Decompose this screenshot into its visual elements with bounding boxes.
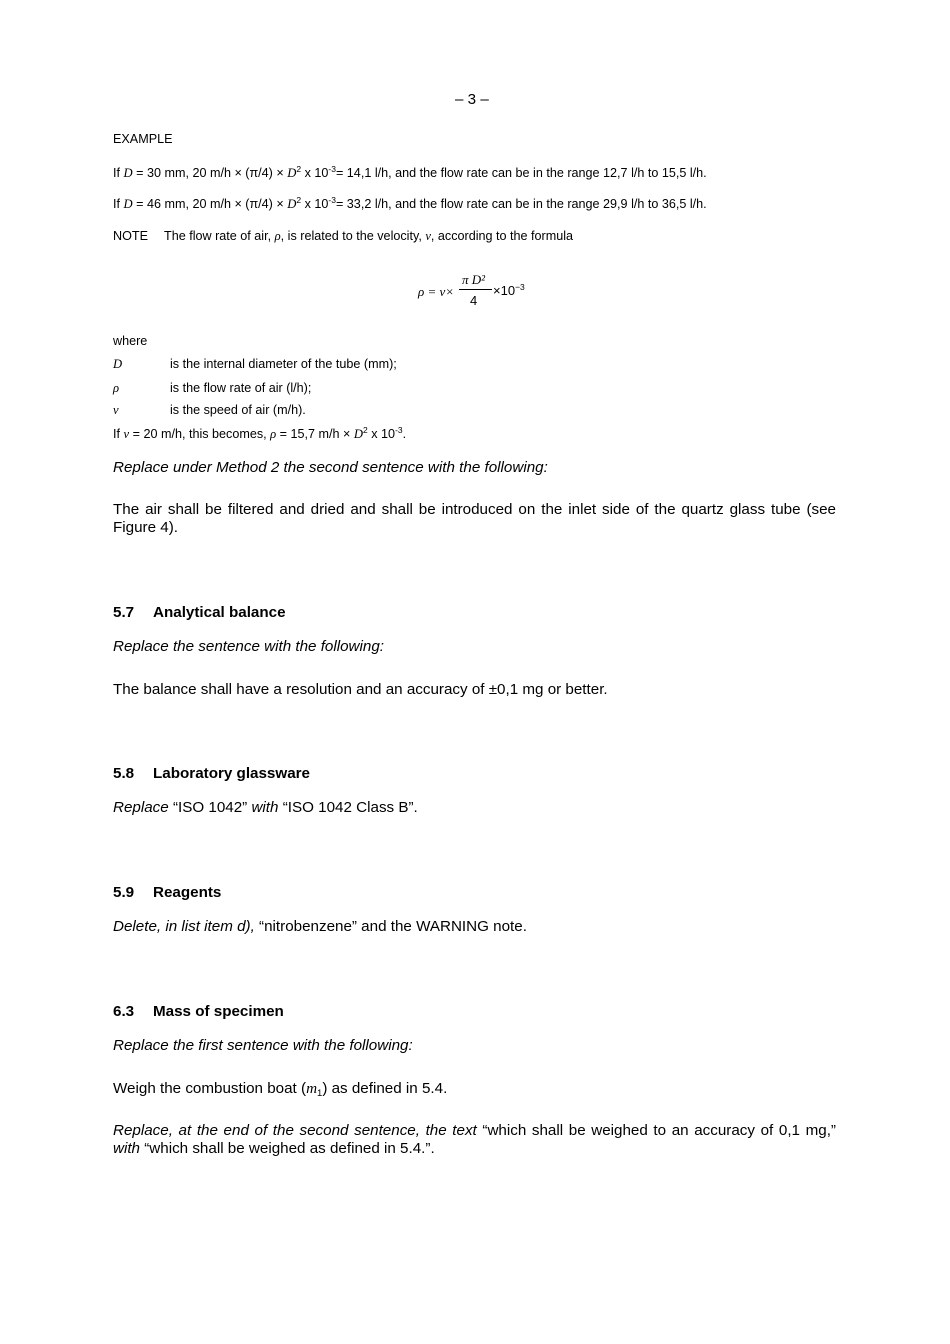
sec63-instruction: Replace the first sentence with the following: [113, 1037, 413, 1054]
sec63-replace-text: Replace, at the end of the second sentence, the text “which shall be weighed to an accuracy of 0,1 mg,” with “which shall be weighed as defined in 5.4.”. [113, 1122, 836, 1157]
definition-row: v is the speed of air (m/h). [113, 403, 306, 417]
replace-method2-instruction: Replace under Method 2 the second sentence with the following: [113, 459, 548, 476]
sec63-weigh-text: Weigh the combustion boat $(m_1)$ as defined in 5.4. [113, 1080, 448, 1099]
section-heading-5-7: 5.7 Analytical balance [113, 604, 286, 621]
note-label: NOTE [113, 229, 148, 243]
sec59-text: Delete, in list item d), “nitrobenzene” and the WARNING note. [113, 918, 527, 935]
example-line-2: If D = 46 mm, 20 $m/h \times (\pi/4) \times D^2$ x $10^{-3}= 33,2$ l/h, and the flow rate can be in the range 29,9 l/h to 36,5 l/h. [113, 195, 707, 211]
where-final-line: If v = 20 m/h, this becomes, ρ = 15,7 $m/h \times D^2$ x $10^{-3}$. [113, 425, 407, 441]
page-number: – 3 – [455, 91, 489, 108]
sec57-instruction: Replace the sentence with the following: [113, 638, 385, 655]
fraction-bar [459, 289, 492, 290]
sec58-text: Replace “ISO 1042” with “ISO 1042 Class B”. [113, 799, 418, 816]
formula-numerator: π D² [462, 272, 486, 287]
section-heading-5-8: 5.8 Laboratory glassware [113, 765, 310, 782]
sec57-text: The balance shall have a resolution and an accuracy of ±0,1 mg or better. [113, 681, 608, 698]
example-line-1: If D = 30 mm, 20 $m/h \times (\pi/4) \times D^2$ x $10^{-3}= 14,1$ l/h, and the flow rate can be in the range 12,7 l/h to 15,5 l/h. [113, 164, 707, 180]
example-label: EXAMPLE [113, 132, 173, 146]
section-heading-5-9: 5.9 Reagents [113, 884, 222, 901]
definition-row: ρ is the flow rate of air (l/h); [113, 381, 312, 395]
section-heading-6-3: 6.3 Mass of specimen [113, 1003, 284, 1020]
flow-rate-formula [418, 272, 558, 312]
formula-denominator: 4 [470, 293, 478, 308]
formula-lhs: ρ = v× [418, 284, 455, 299]
definition-row: D is the internal diameter of the tube (mm); [113, 357, 397, 371]
where-label: where [113, 334, 148, 348]
air-paragraph: The air shall be filtered and dried and shall be introduced on the inlet side of the quartz glass tube (see Figure 4). [113, 501, 836, 536]
note-line: NOTE The flow rate of air, ρ, is related to the velocity, v, according to the formula [113, 229, 574, 243]
formula-rhs: $\times 10^{-3}$ [493, 282, 525, 298]
